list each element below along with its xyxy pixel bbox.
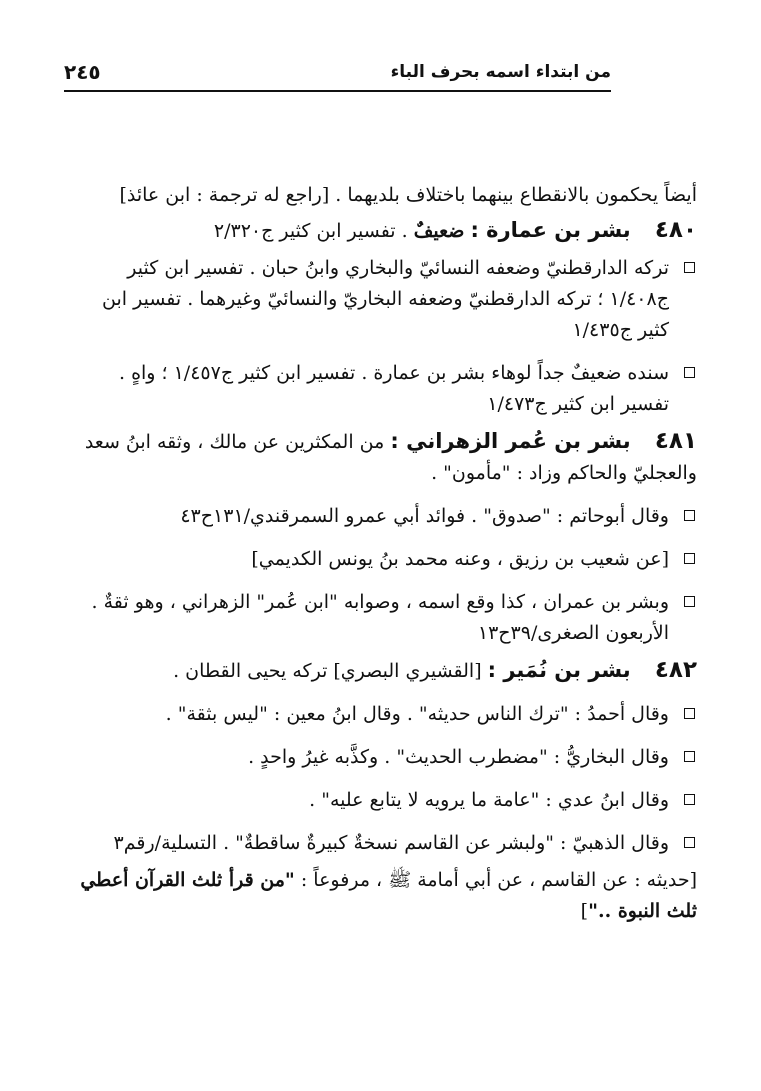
checkbox-square-icon bbox=[684, 794, 695, 805]
list-item: وقال أحمدُ : "ترك الناس حديثه" . وقال ابنُ معين : "ليس بثقة" . bbox=[68, 699, 697, 730]
entry-name: بشر بن عمارة : bbox=[470, 218, 631, 242]
checkbox-square-icon bbox=[684, 596, 695, 607]
header-title: من ابتداء اسمه بحرف الباء bbox=[390, 62, 611, 82]
entry-480 bbox=[68, 215, 697, 420]
checkbox-square-icon bbox=[684, 367, 695, 378]
checkbox-square-icon bbox=[684, 510, 695, 521]
footnote-text: [حديثه : عن القاسم ، عن أبي أمامة ﷺ ، مرفوعاً : bbox=[294, 869, 697, 891]
entry-desc: [القشيري البصري] تركه يحيى القطان . bbox=[173, 660, 488, 682]
checkbox-square-icon bbox=[684, 708, 695, 719]
checkbox-square-icon bbox=[684, 837, 695, 848]
entry-name: بشر بن عُمر الزهراني : bbox=[390, 429, 631, 453]
page-content bbox=[68, 180, 697, 927]
entry-desc: من المكثرين عن مالك ، وثقه ابنُ سعد والعجليّ والحاكم وزاد : "مأمون" . bbox=[84, 431, 697, 484]
list-item: [عن شعيب بن رزيق ، وعنه محمد بنُ يونس الكديمي] bbox=[68, 544, 697, 575]
list-item: سنده ضعيفٌ جداً لوهاء بشر بن عمارة . تفسير ابن كثير ج١/٤٥٧ ؛ واهٍ . تفسير ابن كثير ج١/٤٧٣ bbox=[68, 358, 697, 420]
footnote bbox=[68, 865, 697, 927]
list-item: وقال أبوحاتم : "صدوق" . فوائد أبي عمرو السمرقندي/١٣١ح٤٣ bbox=[68, 501, 697, 532]
page-number: ٢٤٥ bbox=[64, 60, 101, 84]
entry-number: ٤٨٢ bbox=[654, 657, 697, 683]
list-item: وقال البخاريُّ : "مضطرب الحديث" . وكذَّبه غيرُ واحدٍ . bbox=[68, 742, 697, 773]
entry-number: ٤٨٠ bbox=[654, 217, 697, 243]
list-item: وقال الذهبيّ : "ولبشر عن القاسم نسخةٌ كبيرةٌ ساقطةٌ" . التسلية/رقم٣ bbox=[68, 828, 697, 859]
checkbox-square-icon bbox=[684, 262, 695, 273]
footnote-end: ] bbox=[580, 900, 589, 922]
checkbox-square-icon bbox=[684, 553, 695, 564]
entry-items bbox=[68, 501, 697, 649]
list-item: وقال ابنُ عدي : "عامة ما يرويه لا يتابع عليه" . bbox=[68, 785, 697, 816]
entry-481 bbox=[68, 426, 697, 649]
entry-desc: . تفسير ابن كثير ج٢/٣٢٠ bbox=[213, 220, 414, 242]
entry-items bbox=[68, 699, 697, 859]
entry-grade: ضعيفٌ bbox=[413, 220, 465, 242]
entry-items bbox=[68, 253, 697, 420]
entry-number: ٤٨١ bbox=[654, 428, 697, 454]
entry-name: بشر بن نُمَير : bbox=[487, 658, 631, 682]
list-item: وبشر بن عمران ، كذا وقع اسمه ، وصوابه "ابن عُمر" الزهراني ، وهو ثقةٌ . الأربعون الصغرى/٣٩ح١٣ bbox=[68, 587, 697, 649]
running-header bbox=[64, 58, 611, 92]
intro-paragraph: أيضاً يحكمون بالانقطاع بينهما باختلاف بلديهما . [راجع له ترجمة : ابن عائذ] bbox=[119, 184, 697, 206]
checkbox-square-icon bbox=[684, 751, 695, 762]
footnote-hadith: "من قرأ ثلث القرآن أعطي ثلث النبوة .." bbox=[80, 869, 697, 922]
list-item: تركه الدارقطنيّ وضعفه النسائيّ والبخاري وابنُ حبان . تفسير ابن كثير ج١/٤٠٨ ؛ تركه الدارقطنيّ وضعفه البخاريّ والنسائيّ وغيرهما . تفسير ابن كثير ج١/٤٣٥ bbox=[68, 253, 697, 346]
entry-482 bbox=[68, 655, 697, 859]
